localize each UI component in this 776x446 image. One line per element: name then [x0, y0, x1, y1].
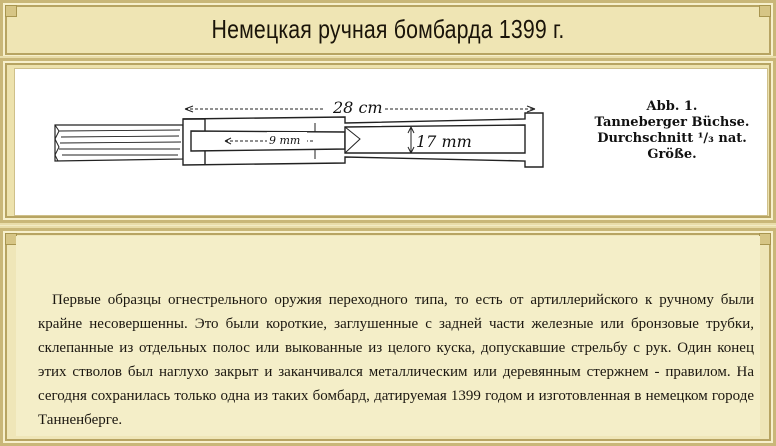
caption-line: Größe. — [647, 147, 697, 162]
caption-line: Abb. 1. — [646, 99, 698, 114]
caption-line: Durchschnitt ¹/₃ nat. — [597, 131, 747, 146]
page-title: Немецкая ручная бомбарда 1399 г. — [211, 14, 565, 44]
caption-line: Tanneberger Büchse. — [594, 115, 750, 130]
barrel-body — [183, 113, 543, 167]
length-dimension-label: 28 cm — [333, 98, 383, 117]
figure-caption — [587, 99, 757, 163]
body-paragraph: Первые образцы огнестрельного оружия переходного типа, то есть от артиллерийского к ручному были крайне несовершенны. Это были короткие, заглушенные с задней части железные или бронзовые трубки, склепанные из отдельных полос или выкованные из целого куска, допускавшие стрельбу с рук. Один конец этих стволов был наглухо закрыт и заканчивался металлическим или деревянным стержнем - правилом. На сегодня сохранилась только одна из таких бомбард, датируемая 1399 годом и изготовленная в немецком городе Танненберге. — [38, 292, 754, 428]
corner-ornament — [5, 5, 17, 17]
text-panel — [16, 236, 760, 436]
corner-ornament — [759, 5, 771, 17]
small-bore-label: 9 mm — [269, 134, 301, 147]
wooden-stock — [55, 125, 183, 161]
large-bore-label: 17 mm — [416, 132, 472, 151]
corner-ornament — [759, 233, 771, 245]
figure-panel — [14, 68, 768, 216]
